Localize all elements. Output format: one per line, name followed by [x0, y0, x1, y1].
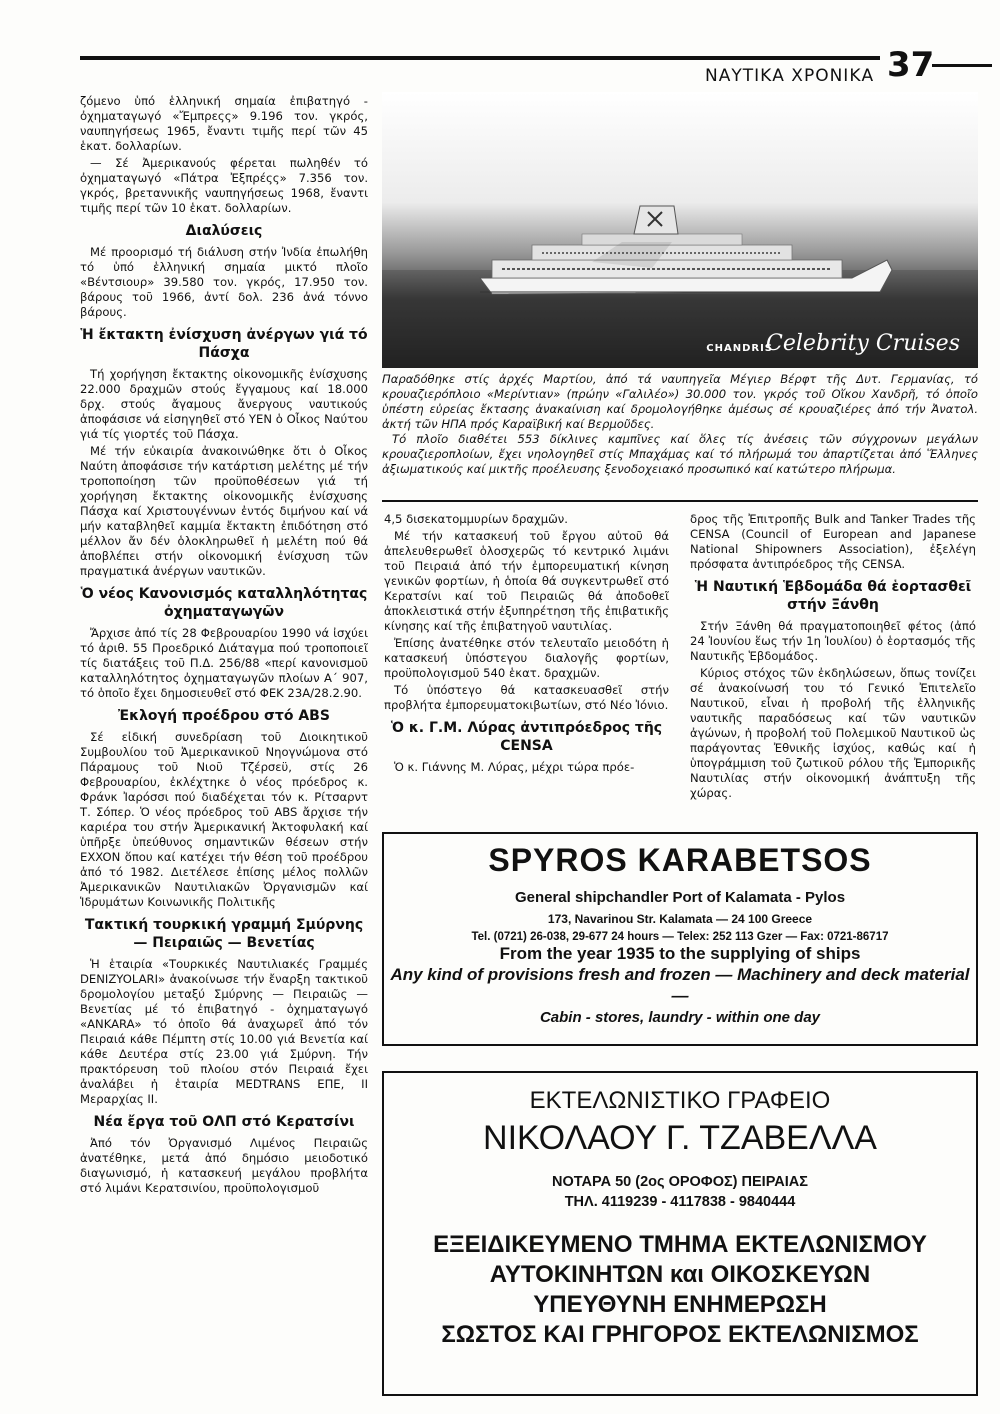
- paragraph: — Σέ Ἀμερικανούς φέρεται πωληθέν τό ὀχηματαγωγό «Πάτρα Ἐξπρέςς» 7.356 τον. γκρός, βρεταννικῆς ναυπηγήσεως 1968, ἔναντι τιμῆς περί τῶν 10 ἑκατ. δολλαρίων.: [80, 156, 368, 215]
- paragraph: δρος τῆς Ἐπιτροπῆς Bulk and Tanker Trades τῆς CENSA (Council of European and Japanese National Shipowners Association), ἐξελέγη πρόσφατα ἀντιπρόεδρος τῆς CENSA.: [690, 512, 976, 571]
- ad-title: SPYROS KARABETSOS: [488, 842, 872, 878]
- paragraph: Μέ προορισμό τή διάλυση στήν Ἰνδία ἐπωλήθη τό ὑπό ἑλληνική σημαία μικτό πλοῖο «Βέντσιουρ» 39.580 τον. γκρός, 17.950 τον. βάρους τοῦ 1966, ἀντί δολ. 236 ἀνά τόννο βάρους.: [80, 245, 368, 319]
- ad-contact: Tel. (0721) 26-038, 29-677 24 hours — Telex: 252 113 Gzer — Fax: 0721-86717: [471, 931, 889, 943]
- ad-address: 173, Navarinou Str. Kalamata — 24 100 Greece: [547, 912, 813, 926]
- ad-service-line: ΥΠΕΥΘΥΝΗ ΕΝΗΜΕΡΩΣΗ: [533, 1291, 827, 1318]
- paragraph: Μέ τήν κατασκευή τοῦ ἔργου αὐτοῦ θά ἀπελευθερωθεῖ ὁλοσχερῶς τό κεντρικό λιμάνι τοῦ Πειραιά ἀπό τήν ἐμπορευματική κίνηση γενικῶν φορτίων, ἡ ὁποία θά συγκεντρωθεῖ στό Κερατσίνι καί τοῦ Πειραιῶς θά ἀποδοθεῖ ἀποκλειστικά στήν ἐξυπηρέτηση τῆς ἐπιβατικῆς κίνησης καί τῆς ἐπιβατηγοῦ ναυτιλίας.: [384, 529, 669, 633]
- heading-evdomada: Ἡ Ναυτική Ἑβδομάδα θά ἑορτασθεῖ στήν Ξάνθη: [694, 579, 972, 613]
- header-rule: [80, 56, 880, 60]
- paragraph: Ἄρχισε ἀπό τίς 28 Φεβρουαρίου 1990 νά ἰσχύει τό ἀριθ. 55 Προεδρικό Διάταγμα πού τροποποιεῖ τίς διατάξεις τοῦ Π.Δ. 256/88 «περί κανονισμοῦ καταλληλότητος ὀχηματαγωγῶν πλοίων Α΄ 907, τό ὁποῖο ἔχει δημοσιευθεῖ στό ΦΕΚ 23Α/28.2.90.: [80, 626, 368, 700]
- paragraph: Ὁ κ. Γιάννης Μ. Λύρας, μέχρι τώρα πρόε-: [394, 760, 635, 774]
- publication-title: ΝΑΥΤΙΚΑ ΧΡΟΝΙΚΑ: [705, 66, 875, 86]
- paragraph: Μέ τήν εὐκαιρία ἀνακοινώθηκε ὅτι ὁ Οἶκος Ναύτη ἀποφάσισε τήν κατάρτιση μελέτης μέ τήν τροποποίηση τῶν προϋποθέσεων γιά τή χορήγηση ἔκτακτης οἰκονομικῆς ἐνίσχυσης Πάσχα καί Χριστουγέννων ἐντός διμήνου καί νά μήν καταβληθεῖ καμμία ἔκτακτη ἐπιδότηση στό μέλλον ἄν δέν ὁλοκληρωθεῖ ἡ μελέτη πού θά ἀποβλέπει στήν οἰκονομική ἐνίσχυση τῶν πραγματικά ἀνέργων ναυτικῶν.: [80, 444, 368, 578]
- caption-rule: [382, 500, 978, 502]
- ad-service-line: ΑΥΤΟΚΙΝΗΤΩΝ και ΟΙΚΟΣΚΕΥΩΝ: [489, 1261, 871, 1288]
- photo-caption: [382, 372, 978, 477]
- heading-dialyseis: Διαλύσεις: [185, 223, 263, 239]
- paragraph: Στήν Ξάνθη θά πραγματοποιηθεῖ φέτος (ἀπό 24 Ἰουνίου ἕως τήν 1η Ἰουλίου) ὁ ἑορτασμός τῆς Ναυτικῆς Ἑβδομάδος.: [690, 619, 976, 663]
- paragraph: Ἀπό τόν Ὀργανισμό Λιμένος Πειραιῶς ἀνατέθηκε, μετά ἀπό δημόσιο μειοδοτικό διαγωνισμό, ἡ κατασκευή μεγάλου προβλήτα στό λιμάνι Κερατσινίου, προϋπολογισμοῦ: [80, 1136, 368, 1195]
- ad-service-line: ΕΞΕΙΔΙΚΕΥΜΕΝΟ ΤΜΗΜΑ ΕΚΤΕΛΩΝΙΣΜΟΥ: [433, 1231, 927, 1258]
- ad-subtitle: General shipchandler Port of Kalamata - Pylos: [514, 889, 846, 906]
- column-left: [80, 94, 368, 1198]
- header-rule-right: [932, 64, 992, 67]
- heading-olp: Νέα ἔργα τοῦ ΟΛΠ στό Κερατσίνι: [93, 1114, 355, 1130]
- ship-illustration: [382, 92, 978, 368]
- heading-abs: Ἐκλογή προέδρου στό ABS: [118, 708, 330, 724]
- ad-name: ΝΙΚΟΛΑΟΥ Γ. ΤΖΑΒΕΛΛΑ: [483, 1119, 877, 1157]
- paragraph: Ἐπίσης ἀνατέθηκε στόν τελευταῖο μειοδότη ἡ κατασκευή ὑπόστεγου διαλογῆς φορτίων, προϋπολογισμοῦ 540 ἑκατ. δραχμῶν.: [384, 636, 669, 680]
- ad-phone: ΤΗΛ. 4119239 - 4117838 - 9840444: [564, 1194, 796, 1210]
- ad-tzavellas: [382, 1071, 978, 1396]
- cruise-ship-photo: [382, 92, 978, 368]
- caption-paragraph: Παραδόθηκε στίς ἀρχές Μαρτίου, ἀπό τά ναυπηγεῖα Μέγιερ Βέρφτ τῆς Δυτ. Γερμανίας, τό κρουαζιερόπλοιο «Μερίντιαν» (πρώην «Γαλιλέο») 30.000 τον. γκρός τοῦ Οἴκου Χανδρῆ, τό ὁποῖο ὑπέστη εὐρείας ἔκτασης ἀνακαίνιση καί δρομολογήθηκε ἀμέσως σέ κρουαζιέρες ἀπό τήν Ἀνατολ. ἀκτή τῶν ΗΠΑ πρός Καραϊβική καί Βερμοῦδες.: [382, 372, 978, 431]
- paragraph: Κύριος στόχος τῶν ἐκδηλώσεων, ὅπως τονίζει σέ ἀνακοίνωσή του τό Γενικό Ἐπιτελεῖο Ναυτικοῦ, εἶναι ἡ προβολή τῆς ἑλληνικῆς ναυτικῆς παραδόσεως καί τῶν ναυτικῶν ἀγώνων, ἡ προβολή τοῦ Πολεμικοῦ Ναυτικοῦ ὡς παράγοντας Ἐθνικῆς ἰσχύος, καθώς καί ἡ ὑπογράμμιση τοῦ ζωτικοῦ ρόλου τῆς Ἐμπορικῆς Ναυτιλίας στήν οἰκονομική ἀνάπτυξη τῆς χώρας.: [690, 666, 976, 800]
- paragraph: ζόμενο ὑπό ἑλληνική σημαία ἐπιβατηγό - ὀχηματαγωγό «Ἔμπρεςς» 9.196 τον. γκρός, ναυπηγήσεως 1965, ἔναντι τιμῆς περί τῶν 45 ἑκατ. δολλαρίων.: [80, 94, 368, 153]
- ad-service-line: ΣΩΣΤΟΣ ΚΑΙ ΓΡΗΓΟΡΟΣ ΕΚΤΕΛΩΝΙΣΜΟΣ: [441, 1321, 919, 1348]
- paragraph: 4,5 δισεκατομμυρίων δραχμῶν.: [384, 512, 568, 526]
- column-middle: [384, 512, 669, 777]
- ad-slogan: Cabin - stores, laundry - within one day: [539, 1009, 821, 1026]
- heading-lyras: Ὁ κ. Γ.Μ. Λύρας ἀντιπρόεδρος τῆς CENSA: [390, 720, 663, 754]
- page-number: 37: [887, 45, 935, 85]
- paragraph: Τό ὑπόστεγο θά κατασκευασθεῖ στήν προβλήτα ἐμπορευματοκιβωτίων, στό Νέο Ἰόνιο.: [384, 683, 669, 712]
- ad-address: ΝΟΤΑΡΑ 50 (2ος ΟΡΟΦΟΣ) ΠΕΙΡΑΙΑΣ: [552, 1174, 808, 1190]
- heading-kanonismos: Ὁ νέος Κανονισμός καταλληλότητας ὀχηματαγωγῶν: [80, 586, 368, 620]
- heading-enischysi: Ἡ ἔκτακτη ἐνίσχυση ἀνέργων γιά τό Πάσχα: [80, 327, 368, 361]
- ad-slogan: From the year 1935 to the supplying of ships: [499, 944, 861, 963]
- caption-paragraph: Τό πλοῖο διαθέτει 553 δίκλινες καμπῖνες καί ὅλες τίς ἀνέσεις τῶν σύγχρονων μεγάλων κρουαζιεροπλοίων, ἔχει νηολογηθεῖ στίς Μπαχάμας καί τό πλήρωμά του ἀπαρτίζεται ἀπό Ἕλληνες ἀξιωματικούς καί μικτῆς προέλευσης ξενοδοχειακό προσωπικό καί κατώτερο πλήρωμα.: [382, 432, 978, 476]
- paragraph: Ἡ ἑταιρία «Τουρκικές Ναυτιλιακές Γραμμές DENIZYOLARI» ἀνακοίνωσε τήν ἔναρξη τακτικοῦ δρομολογίου μεταξύ Σμύρνης — Πειραιῶς — Βενετίας μέ τό ἐπιβατηγό - ὀχηματαγωγό «ANKARA» τό ὁποῖο θά ἀναχωρεῖ ἀπό τόν Πειραιά κάθε Πέμπτη στίς 10.00 γιά Βενετία καί κάθε Δευτέρα στίς 23.00 γιά Σμύρνη. Τήν πρακτόρευση τοῦ πλοίου στόν Πειραιά ἔχει ἀναλάβει ἡ ἑταιρία MEDTRANS ΕΠΕ, ΙΙ Μεραρχίας ΙΙ.: [80, 957, 368, 1106]
- paragraph: Τή χορήγηση ἔκτακτης οἰκονομικῆς ἐνίσχυσης 22.000 δραχμῶν στούς ἔγγαμους καί 18.000 δρχ. στούς ἄγαμους ἄνεργους ναυτικούς ἀποφάσισε νά εἰσηγηθεῖ στό ΥΕΝ ὁ Οἶκος Ναύτου γιά τίς γιορτές τοῦ Πάσχα.: [80, 367, 368, 441]
- heading-tourkiki: Τακτική τουρκική γραμμή Σμύρνης — Πειραιῶς — Βενετίας: [84, 917, 364, 951]
- ad-title: ΕΚΤΕΛΩΝΙΣΤΙΚΟ ΓΡΑΦΕΙΟ: [529, 1087, 831, 1114]
- celebrity-cruises-logo: Celebrity Cruises: [766, 331, 960, 356]
- paragraph: Σέ εἰδική συνεδρίαση τοῦ Διοικητικοῦ Συμβουλίου τοῦ Ἀμερικανικοῦ Νηογνώμονα στό Πάραμους τοῦ Νιοῦ Τζέρσεϋ, στίς 26 Φεβρουαρίου, ἐκλέχτηκε ὁ νέος πρόεδρος κ. Φράνκ Ἰαρόσσι πού διαδέχεται τόν κ. Ρίτσαρντ Τ. Σόπερ. Ὁ νέος πρόεδρος τοῦ ABS ἄρχισε τήν καριέρα του στήν Ἀμερικανική Ἀκτοφυλακή καί ὑπῆρξε ὑπεύθυνος σημαντικῶν θέσεων στήν EXXON ὅπου καί κατέχει τήν θέση τοῦ προέδρου ἀπό τό 1982. Διετέλεσε ἐπίσης μέλος πολλῶν Ἀμερικανικῶν Ναυτιλιακῶν Ὀργανισμῶν καί Ἱδρυμάτων Κοινωνικῆς Πολιτικῆς: [80, 730, 368, 909]
- column-right: [690, 512, 976, 803]
- ad-karabetsos: [382, 832, 978, 1046]
- ad-slogan: Any kind of provisions fresh and frozen — Machinery and deck material —: [390, 965, 970, 1005]
- chandris-logo: CHANDRIS: [706, 343, 773, 354]
